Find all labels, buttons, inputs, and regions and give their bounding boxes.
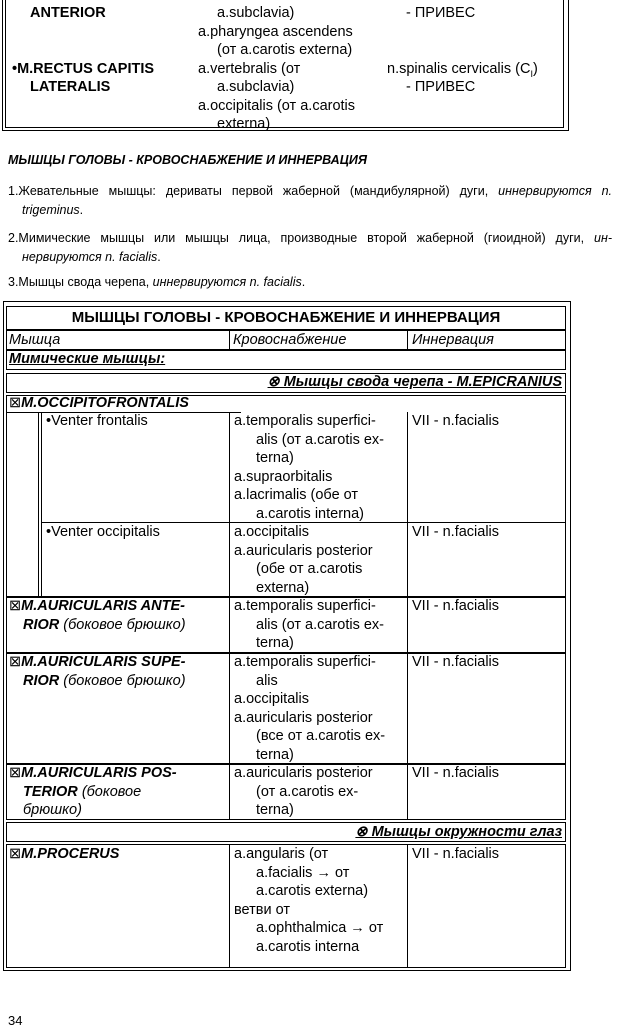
muscle-rectus-capitis: •M.RECTUS CAPITIS xyxy=(12,61,155,77)
supply-line: a.pharyngea ascendens xyxy=(198,24,353,40)
muscle-auricularis-superior: ⊠M.AURICULARIS SUPE- RIOR (боковое брюшко) xyxy=(9,654,186,689)
innervation-auricularis-posterior: VII - n.facialis xyxy=(412,765,500,781)
divider xyxy=(229,330,230,350)
header-muscle: Мышца xyxy=(9,332,61,348)
divider xyxy=(407,844,408,968)
supply-auricularis-posterior: a.auricularis posterior (от a.carotis ex- terna) xyxy=(234,765,373,818)
supply-line: (от a.carotis externa) xyxy=(217,42,353,58)
paragraph-3: 3.Мышцы свода черепа, иннервируются n. facialis. xyxy=(8,275,306,289)
divider xyxy=(407,653,408,764)
supply-line: a.vertebralis (от xyxy=(198,61,301,77)
muscle-auricularis-anterior: ⊠M.AURICULARIS ANTE- RIOR (боковое брюшко) xyxy=(9,598,186,633)
muscle-rectus-capitis-cont: LATERALIS xyxy=(30,79,111,95)
divider xyxy=(407,412,408,597)
checkbox-icon: ⊠ xyxy=(9,598,22,614)
subgroup-epicranius: ⊗ Мышцы свода черепа - M.EPICRANIUS xyxy=(267,374,562,390)
muscle-anterior-tail: ANTERIOR xyxy=(30,5,106,21)
divider xyxy=(229,412,230,597)
page-number: 34 xyxy=(8,1013,23,1028)
divider xyxy=(229,764,230,820)
venter-frontalis: •Venter frontalis xyxy=(46,413,148,429)
supply-venter-occipitalis: a.occipitalis a.auricularis posterior (обе от a.carotis externa) xyxy=(234,524,373,596)
innervation-venter-occipitalis: VII - n.facialis xyxy=(412,524,500,540)
group-mimic-muscles: Мимические мышцы: xyxy=(9,351,166,367)
supply-venter-frontalis: a.temporalis superfici- alis (от a.carotis ex- terna) a.supraorbitalis a.lacrimalis (обе от a.carotis interna) xyxy=(234,413,385,522)
supply-line: a.occipitalis (от a.carotis xyxy=(198,98,356,114)
supply-line: externa) xyxy=(217,116,271,132)
divider xyxy=(229,844,230,968)
supply-auricularis-superior: a.temporalis superfici- alis a.occipitalis a.auricularis posterior (все от a.carotis ex- terna) xyxy=(234,654,386,763)
paragraph-2: 2.Мимические мышцы или мышцы лица, производные второй жаберной (гиоидной) дуги, ин- нервируются n. facialis. xyxy=(8,231,612,264)
innervation-cell: - ПРИВЕС xyxy=(406,5,476,21)
section-heading: МЫШЦЫ ГОЛОВЫ - КРОВОСНАБЖЕНИЕ И ИННЕРВАЦИЯ xyxy=(8,153,367,167)
header-innervation: Иннервация xyxy=(412,332,494,348)
supply-auricularis-anterior: a.temporalis superfici- alis (от a.carotis ex- terna) xyxy=(234,598,385,651)
supply-line: a.subclavia) xyxy=(217,5,295,21)
paragraph-1: 1.Жевательные мышцы: дериваты первой жаберной (мандибулярной) дуги, иннервируются n. trigeminus. xyxy=(8,184,612,217)
muscle-auricularis-posterior: ⊠M.AURICULARIS POS- TERIOR (боковое брюшко) xyxy=(9,765,177,818)
checkbox-icon: ⊠ xyxy=(9,846,22,862)
table-title: МЫШЦЫ ГОЛОВЫ - КРОВОСНАБЖЕНИЕ И ИННЕРВАЦИЯ xyxy=(71,309,501,326)
checkbox-icon: ⊠ xyxy=(9,654,22,670)
divider xyxy=(407,597,408,653)
innervation-venter-frontalis: VII - n.facialis xyxy=(412,413,500,429)
supply-line: a.subclavia) xyxy=(217,79,295,95)
divider xyxy=(229,597,230,653)
divider xyxy=(407,330,408,350)
muscle-procerus: ⊠M.PROCERUS xyxy=(9,846,120,862)
innervation-auricularis-anterior: VII - n.facialis xyxy=(412,598,500,614)
innervation-auricularis-superior: VII - n.facialis xyxy=(412,654,500,670)
divider xyxy=(229,653,230,764)
supply-procerus: a.angularis (от a.facialis → от a.carotis externa) ветви от a.ophthalmica → от a.carotis interna xyxy=(234,846,384,955)
muscle-occipitofrontalis: ⊠M.OCCIPITOFRONTALIS xyxy=(9,395,189,411)
divider xyxy=(41,412,42,597)
checkbox-icon: ⊠ xyxy=(9,765,22,781)
header-blood-supply: Кровоснабжение xyxy=(233,332,347,348)
innervation-cell: n.spinalis cervicalis $(C_I)$ xyxy=(387,61,538,79)
subgroup-eye-muscles: ⊗ Мышцы окружности глаз xyxy=(355,824,562,840)
checkbox-icon: ⊠ xyxy=(9,395,22,411)
divider xyxy=(407,764,408,820)
divider xyxy=(38,412,39,597)
innervation-cell: - ПРИВЕС xyxy=(406,79,476,95)
innervation-procerus: VII - n.facialis xyxy=(412,846,500,862)
venter-occipitalis: •Venter occipitalis xyxy=(46,524,160,540)
